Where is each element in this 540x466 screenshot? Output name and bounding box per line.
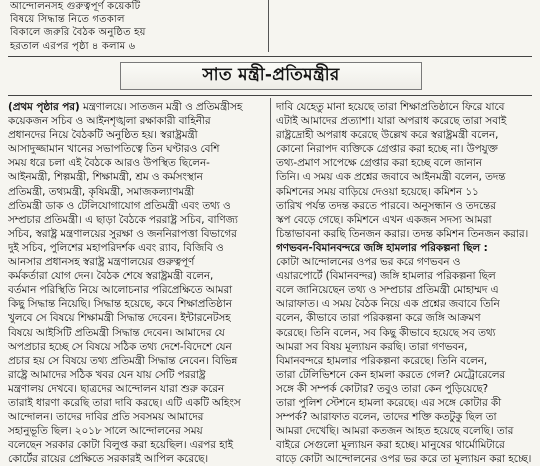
left-column-line: সময় ধরে চলা এই বৈঠকে আরও উপস্থিত ছিলেন- xyxy=(8,157,210,170)
right-column-line: কোটা আন্দোলনের ওপর ভর করে গণভবন ও xyxy=(276,256,461,269)
right-column-line: কোনো নিরাপদ ব্যক্তিকে গ্রেপ্তার করা হচ্ছে না। উপযুক্ত xyxy=(276,143,498,156)
right-column-line: আমরা দেখেছি। আমরা কতজন আহত হয়েছে বলেছি। তার xyxy=(276,425,514,438)
left-column-line: প্রচার হয় সে বিষয়ে তথ্য প্রতিমন্ত্রী সিদ্ধান্ত নেবেন। বিভিন্ন xyxy=(8,354,238,367)
right-column-line: রাষ্ট্রদ্রোহী অপরাধ করেছে উল্লেখ করে স্বরাষ্ট্রমন্ত্রী বলেন, xyxy=(276,129,499,142)
column-divider xyxy=(270,98,271,440)
top-story-jump-line: হরতাল এরপর পৃষ্ঠা ৪ কলাম ৬ xyxy=(10,40,136,52)
left-column-line: আইনমন্ত্রী, শিল্পমন্ত্রী, শিক্ষামন্ত্রী, শ্রম ও কর্মসংস্থান xyxy=(8,171,203,184)
right-column-line: বলেন, কীভাবে তারা পরিকল্পনা করে জঙ্গি আক্রমণ xyxy=(276,312,481,325)
right-column-line: সম্পর্ক? আরাফাত বলেন, তাদের শক্তি কতটুকু ছিল তা xyxy=(276,411,497,424)
right-column-line: কমিশনের সময় বাড়িয়ে দেওয়া হয়েছে। কমিশন ১১ xyxy=(276,185,479,198)
top-story-line: আন্দোলনসহ গুরুত্বপূর্ণ কয়েকটি xyxy=(10,1,141,12)
left-column-line: প্রতিমন্ত্রী, তথ্যমন্ত্রী, কৃষিমন্ত্রী, সমাজকল্যাণমন্ত্রী xyxy=(8,185,195,198)
left-column-line: রাষ্ট্রে আমাদের সঠিক খবর যেন যায় সেটি পররাষ্ট্র xyxy=(8,368,206,381)
left-column-line: আসাদুজ্জামান খানের সভাপতিত্বে তিন ঘণ্টারও বেশি xyxy=(8,143,220,156)
left-column-line: খুলবে সে বিষয়ে শিক্ষামন্ত্রী সিদ্ধান্ত দেবেন। ইন্টারনেটসহ xyxy=(8,312,231,325)
top-story-line: বিকালে জরুরি বৈঠক অনুষ্ঠিত হয় xyxy=(10,27,146,39)
left-column-line: দুই সচিব, পুলিশের মহাপরিদর্শক এবং র‍্যাব, বিজিবি ও xyxy=(8,241,224,254)
right-column-line: আরাফাত। এ সময় বৈঠক নিয়ে এক প্রশ্নের জবাবে তিনি xyxy=(276,298,500,311)
left-column-line: মন্ত্রণালয়ে। সাতজন মন্ত্রী ও প্রতিমন্ত্রীসহ xyxy=(82,101,243,113)
right-column-line: করেছে। তিনি বলেন, সব কিছু কীভাবে হয়েছে সব তথ্য xyxy=(276,326,496,339)
right-column xyxy=(276,100,534,466)
left-column-line: কয়েকজন সচিব ও আইনশৃঙ্খলা রক্ষাকারী বাহিনীর xyxy=(8,115,211,128)
left-column-line: মন্ত্রণালয় দেখবে। ছাত্রদের আন্দোলন যারা শুরু করেন xyxy=(8,382,225,395)
left-column-line: অপপ্রচার হচ্ছে সে বিষয়ে সঠিক তথ্য দেশে-বিদেশে যেন xyxy=(8,340,232,353)
section-subhead: গণভবন-বিমানবন্দরে জঙ্গি হামলার পরিকল্পনা ছিল : xyxy=(276,241,488,254)
right-column-line: বাড়ে কোটা আন্দোলনের ওপর ভর করে তা মূল্যায়ন করা হচ্ছে। xyxy=(276,453,532,466)
left-column-line: প্রতিমন্ত্রী ডাক ও টেলিযোগাযোগ প্রতিমন্ত্রী এবং তথ্য ও xyxy=(8,199,231,212)
top-story-continuation xyxy=(10,0,270,53)
headline-frame xyxy=(120,62,422,90)
left-column-line: আনসার প্রধানসহ স্বরাষ্ট্র মন্ত্রণালয়ের গুরুত্বপূর্ণ xyxy=(8,256,195,269)
left-column-line: কর্মকর্তারা যোগ দেন। বৈঠক শেষে স্বরাষ্ট্রমন্ত্রী বলেন, xyxy=(8,270,214,283)
left-column-line: কিছু সিদ্ধান্ত নিয়েছি। সিদ্ধান্ত হয়েছে, কবে শিক্ষাপ্রতিষ্ঠান xyxy=(8,298,232,311)
right-column-line: স্কপ বেড়ে গেছে। কমিশনে এখন একজন সদস্য আমরা xyxy=(276,213,492,226)
right-column-line: তথ্য-প্রমাণ সাপেক্ষে গ্রেপ্তার করা হচ্ছে বলে জানান xyxy=(276,157,482,170)
headline-rule-bottom xyxy=(8,95,532,96)
left-column-line: তারাই ধারণা করেছি তারা দাবি করছে। এটি একটি অহিংস xyxy=(8,396,241,409)
right-column-line: বলে জানিয়েছেন তথ্য ও সম্প্রচার প্রতিমন্ত্রী মোহাম্মদ এ xyxy=(276,284,499,297)
right-column-line: তারা পুলিশ স্টেশনে হামলা করেছে। এর সঙ্গে কোটার কী xyxy=(276,396,502,409)
top-story-line: বিষয়ে সিদ্ধান্ত নিতে গতকাল xyxy=(10,14,125,26)
right-column-line: বাইরে সেগুলো মূল্যায়ন করা হচ্ছে। মানুষের থার্মোমিটারে xyxy=(276,439,505,452)
left-column xyxy=(8,100,266,466)
right-column-line: বিমানবন্দরে হামলার পরিকল্পনা করেছে। তিনি বলেন, xyxy=(276,354,488,367)
right-column-line: তারা টেলিভিশনে কেন হামলা করতে গেল? মেট্রোরেলের xyxy=(276,368,506,381)
left-column-line: বলেছেন সরকার কোটা বিলুপ্ত করা হয়েছিল। এরপর হাই xyxy=(8,439,233,452)
right-column-line: এটাই আমাদের প্রত্যাশা। যারা অপরাধ করেছে তারা সবাই xyxy=(276,115,507,128)
right-column-line: আমরা সব বিষয় মূল্যায়ন করছি। তারা গণভবন, xyxy=(276,340,468,353)
left-column-line: আন্দোলন। তাদের দাবির প্রতি সবসময় আমাদের xyxy=(8,411,204,424)
left-column-line: কোর্টের রায়ের প্রেক্ষিতে সরকারই আপিল করেছে। xyxy=(8,453,209,466)
article-headline: সাত মন্ত্রী-প্রতিমন্ত্রীর xyxy=(202,65,340,85)
left-column-line: সম্প্রচার প্রতিমন্ত্রী। এ ছাড়া বৈঠকে পররাষ্ট্র সচিব, বাণিজ্য xyxy=(8,213,238,226)
left-column-line: বর্তমান পরিস্থিতি নিয়ে আলোচনার পরিপ্রেক্ষিতে আমরা xyxy=(8,284,233,297)
right-column-line: তারিখ পর্যন্ত তদন্ত করতে পারবে। অনুসন্ধান ও তদন্তের xyxy=(276,199,496,212)
right-column-line: এয়ারপোর্টে (বিমানবন্দর) জঙ্গি হামলার পরিকল্পনা ছিল xyxy=(276,270,496,283)
left-column-line: সহানুভূতি ছিল। ২০১৮ সালে আন্দোলনের সময় xyxy=(8,425,203,438)
left-column-line: প্রধানদের নিয়ে বৈঠকটি অনুষ্ঠিত হয়। স্বরাষ্ট্রমন্ত্রী xyxy=(8,129,198,142)
continuation-lead: (প্রথম পৃষ্ঠার পর) xyxy=(8,101,80,113)
right-column-line: চিন্তাভাবনা করছি তিনজন করার। তদন্ত কমিশন তিনজন করার। xyxy=(276,227,529,240)
headline-rule-top xyxy=(8,56,532,57)
top-column-divider xyxy=(268,0,269,52)
right-column-line: তিনি। এ সময় এক প্রশ্নের জবাবে আইনমন্ত্রী বলেন, তদন্ত xyxy=(276,171,506,184)
right-column-line: সঙ্গে কী সম্পর্ক কোটার? তবুও তারা কেন পুড়িয়েছে? xyxy=(276,382,489,395)
left-column-line: সচিব, স্বরাষ্ট্র মন্ত্রণালয়ের সুরক্ষা ও জননিরাপত্তা বিভাগের xyxy=(8,227,237,240)
left-column-first-line xyxy=(8,100,266,114)
right-column-line: দাবি যেহেতু মানা হয়েছে তারা শিক্ষাপ্রতিষ্ঠানে ফিরে যাবে xyxy=(276,101,505,113)
left-column-line: বিষয়ে আইসিটি প্রতিমন্ত্রী সিদ্ধান্ত দেবেন। আমাদের যে xyxy=(8,326,225,339)
